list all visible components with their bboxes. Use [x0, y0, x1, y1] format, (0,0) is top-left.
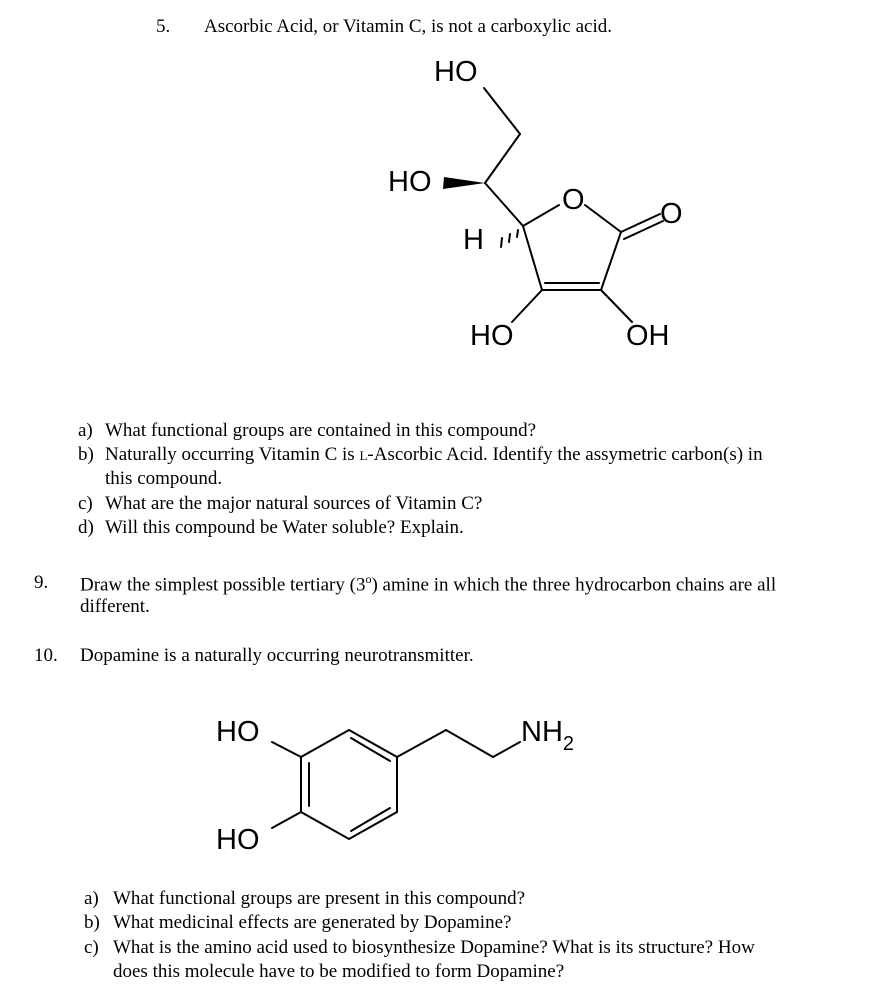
- q5-part-a-letter: a): [78, 420, 93, 441]
- q9-text-before: Draw the simplest possible tertiary (3: [80, 574, 366, 596]
- q10-part-b-text: What medicinal effects are generated by Dopamine?: [113, 912, 512, 933]
- q10-title: Dopamine is a naturally occurring neurotransmitter.: [80, 645, 474, 666]
- ascorbic-ho-top: HO: [434, 56, 478, 88]
- q5-part-b-small-caps: l: [359, 444, 368, 465]
- q9-text-after: ) amine in which the three hydrocarbon chains are all: [371, 574, 777, 596]
- q5-part-b-letter: b): [78, 444, 94, 465]
- q5-part-b-text-after: -Ascorbic Acid. Identify the assymetric carbon(s) in: [367, 444, 763, 465]
- q10-part-c-letter: c): [84, 937, 99, 958]
- ascorbic-oh-bottom: OH: [626, 320, 670, 352]
- q10-part-c-text: What is the amino acid used to biosynthesize Dopamine? What is its structure? How: [113, 937, 755, 958]
- q10-part-a-letter: a): [84, 888, 99, 909]
- ascorbic-ho-bottom: HO: [470, 320, 514, 352]
- ascorbic-ho-left: HO: [388, 166, 432, 198]
- q10-part-c-text-line2: does this molecule have to be modified to form Dopamine?: [113, 961, 565, 982]
- q10-part-b-letter: b): [84, 912, 100, 933]
- q9-number: 9.: [34, 572, 49, 593]
- q9-superscript: o: [365, 572, 372, 586]
- dopamine-nh2: [521, 716, 575, 755]
- q5-part-d-text: Will this compound be Water soluble? Explain.: [105, 517, 464, 538]
- q10-part-a-text: What functional groups are present in this compound?: [113, 888, 526, 909]
- dopamine-nh-subscript: 2: [562, 733, 575, 755]
- q9-text-line2: different.: [80, 596, 150, 617]
- q5-title: Ascorbic Acid, or Vitamin C, is not a carboxylic acid.: [204, 16, 612, 37]
- q5-number: 5.: [156, 16, 171, 37]
- q5-part-c-text: What are the major natural sources of Vitamin C?: [105, 493, 483, 514]
- q5-part-d-letter: d): [78, 517, 94, 538]
- ascorbic-carbonyl-o: O: [660, 198, 683, 230]
- dopamine-ho-top: HO: [216, 716, 260, 748]
- ascorbic-h: H: [463, 224, 484, 256]
- q10-number: 10.: [34, 645, 58, 666]
- q5-part-a-text: What functional groups are contained in this compound?: [105, 420, 537, 441]
- ascorbic-ring-o: O: [562, 184, 585, 216]
- q5-part-c-letter: c): [78, 493, 93, 514]
- dopamine-nh: NH: [521, 716, 563, 748]
- q5-part-b-text-line2: this compound.: [105, 468, 223, 489]
- dopamine-ho-bottom: HO: [216, 824, 260, 856]
- q5-part-b-text-before: Naturally occurring Vitamin C is: [105, 444, 360, 465]
